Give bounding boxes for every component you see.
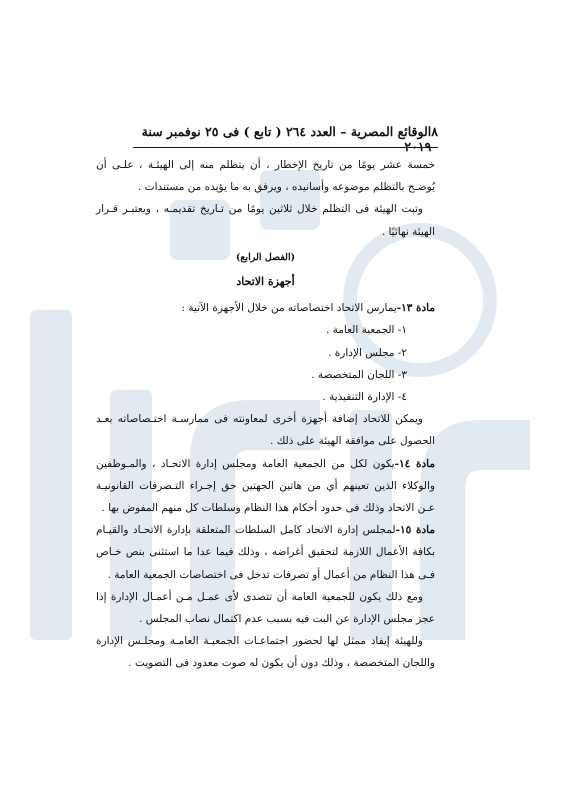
organs-list [96, 319, 435, 408]
article-14-text: يكون لكل من الجمعية العامة ومجلس إدارة الاتحـاد ، والمـوظفين والوكلاء الذين تعينهم أي من هاتين الجهتين حق إجـراء التـصرفات القانونيـة عـن الاتحاد وذلك فى حدود أحكام هذا النظام وسلطات كل منهم المفوض بها . [96, 457, 435, 515]
chapter-title: (الفصل الرابع) [235, 251, 296, 263]
page-header [133, 124, 438, 154]
list-item: ٣- اللجان المتخصصة . [311, 368, 407, 381]
section-heading: أجهزة الاتحاد [236, 275, 295, 289]
list-item: ٤- الإدارة التنفيذية . [322, 391, 407, 404]
paragraph-authority-decision: وتبت الهيئة فى التظلم خلال ثلاثين يومًا من تـاريخ تقديمـه ، ويعتبـر قـرار الهيئة نهائيًا . [96, 203, 435, 238]
page-number: ٨ [431, 124, 438, 139]
article-14-label: مادة ١٤- [394, 457, 435, 470]
paragraph-authority-representative: وللهيئة إيفاد ممثل لها لحضور اجتماعـات الجمعيـة العامـة ومجلـس الإدارة واللجان المتخصصة ، وذلك دون أن يكون له صوت معدود فى التصويت . [96, 635, 435, 670]
article-13-text: يمارس الاتحاد اختصاصاته من خلال الأجهزة الآتية : [181, 302, 397, 315]
article-14 [96, 453, 435, 520]
list-item: ١- الجمعية العامة . [325, 324, 407, 337]
article-13 [96, 297, 435, 319]
page-body [96, 154, 435, 675]
article-13-label: مادة ١٣- [396, 302, 435, 315]
article-15-text: لمجلس إدارة الاتحاد كامل السلطات المتعلقة بإدارة الاتحـاد والقيـام بكافة الأعمال اللازمة لتحقيق أغراضه ، وذلك فيما عدا ما استثنى بنص خـاص فـى هذا النظام من أعمال أو تصرفات تدخل فى اختصاصات الجمعية العامة . [96, 524, 435, 581]
list-item: ٢- مجلس الإدارة . [328, 346, 407, 359]
paragraph-additional-organs: ويمكن للاتحاد إضافة أجهزة أخرى لمعاونته فى ممارسـة اختـصاصاته بعـد الحصول على موافقة الهيئة على ذلك . [96, 413, 435, 448]
article-15-label: مادة ١٥- [395, 524, 435, 537]
paragraph-general-assembly: ومع ذلك يكون للجمعية العامة أن تتصدى لأى عمـل مـن أعمـال الإدارة إذا عجز مجلس الإدارة عن البت فيه بسبب عدم اكتمال نصاب المجلس . [96, 590, 435, 626]
article-15 [96, 519, 435, 586]
paragraph-grievance-period: خمسة عشر يومًا من تاريخ الإخطار ، أن يتظلم منه إلى الهيئـة ، علـى أن يُوضـح بالتظلم موضوعه وأسانيده ، ويرفق به ما يؤيده من مستندات . [96, 159, 435, 194]
header-divider [133, 147, 438, 148]
header-title: الوقائع المصرية – العدد ٢٦٤ ( تابع ) فى ٢٥ نوفمبر سنة ٢٠١٩ [141, 124, 432, 154]
